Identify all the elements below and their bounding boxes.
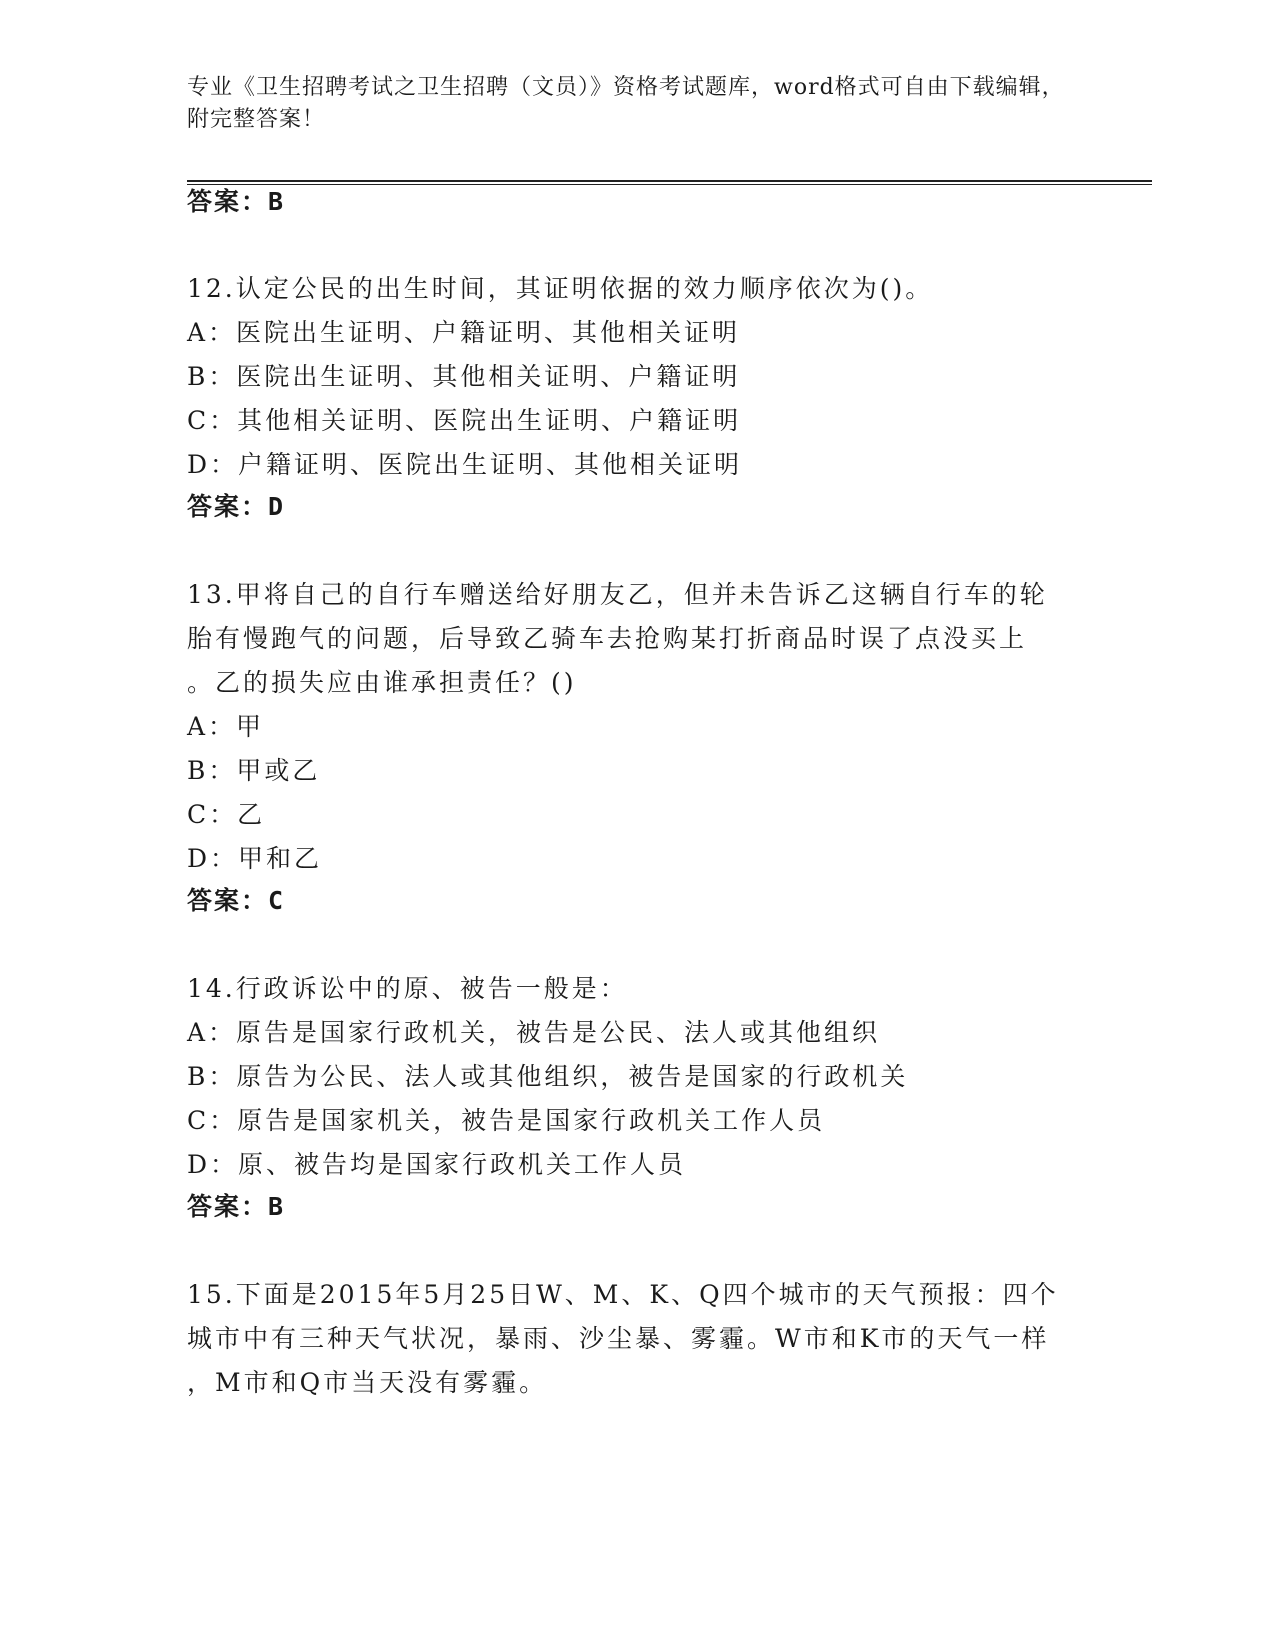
option-a: A：医院出生证明、户籍证明、其他相关证明 — [187, 318, 741, 347]
answer-line-q12 — [187, 490, 285, 524]
answer-value: B — [268, 187, 286, 216]
question-15-line-2: 城市中有三种天气状况，暴雨、沙尘暴、雾霾。W市和K市的天气一样 — [187, 1324, 1050, 1353]
answer-value: B — [268, 1192, 286, 1221]
option-d: D：原、被告均是国家行政机关工作人员 — [187, 1150, 687, 1179]
question-13-line-3: 。乙的损失应由谁承担责任？() — [187, 668, 577, 697]
option-b: B：甲或乙 — [187, 756, 321, 785]
question-13-line-2: 胎有慢跑气的问题，后导致乙骑车去抢购某打折商品时误了点没买上 — [187, 624, 1028, 653]
option-c: C：其他相关证明、医院出生证明、户籍证明 — [187, 406, 742, 435]
document-header: 专业《卫生招聘考试之卫生招聘（文员）》资格考试题库，word格式可自由下载编辑，附完整答案！ — [187, 75, 1065, 132]
option-a: A：甲 — [187, 712, 265, 741]
question-15-line-3: ，M市和Q市当天没有雾霾。 — [187, 1368, 548, 1397]
answer-label: 答案： — [187, 492, 269, 521]
option-c: C：乙 — [187, 800, 266, 829]
answer-value: C — [268, 886, 286, 915]
answer-label: 答案： — [187, 886, 269, 915]
answer-line-q11 — [187, 185, 285, 219]
question-15-line-1: 15.下面是2015年5月25日W、M、K、Q四个城市的天气预报：四个 — [187, 1280, 1059, 1309]
question-13-line-1: 13.甲将自己的自行车赠送给好朋友乙，但并未告诉乙这辆自行车的轮 — [187, 580, 1048, 609]
option-a: A：原告是国家行政机关，被告是公民、法人或其他组织 — [187, 1018, 881, 1047]
header-divider — [187, 180, 1152, 185]
question-12: 12.认定公民的出生时间，其证明依据的效力顺序依次为()。 — [187, 274, 934, 303]
answer-line-q14 — [187, 1190, 285, 1224]
answer-line-q13 — [187, 884, 285, 918]
answer-label: 答案： — [187, 187, 269, 216]
option-c: C：原告是国家机关，被告是国家行政机关工作人员 — [187, 1106, 826, 1135]
answer-value: D — [268, 492, 286, 521]
option-b: B：原告为公民、法人或其他组织，被告是国家的行政机关 — [187, 1062, 909, 1091]
option-d: D：甲和乙 — [187, 844, 323, 873]
option-b: B：医院出生证明、其他相关证明、户籍证明 — [187, 362, 741, 391]
option-d: D：户籍证明、医院出生证明、其他相关证明 — [187, 450, 743, 479]
question-14: 14.行政诉讼中的原、被告一般是： — [187, 974, 628, 1003]
answer-label: 答案： — [187, 1192, 269, 1221]
